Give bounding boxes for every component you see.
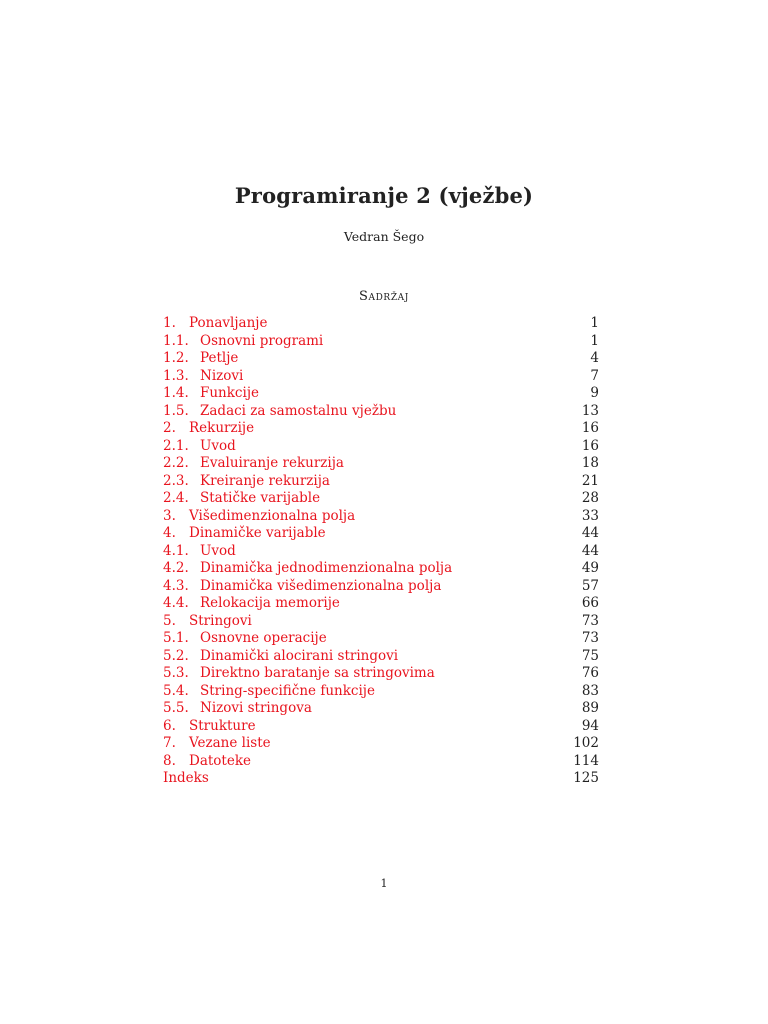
toc-entry-number: 2. [163, 420, 176, 436]
toc-entry[interactable] [163, 420, 599, 438]
toc-entry-label[interactable]: Evaluiranje rekurzija [200, 455, 344, 471]
toc-entry-label[interactable]: Nizovi [200, 367, 244, 384]
toc-entry-page: 83 [581, 682, 599, 699]
toc-entry-title[interactable] [163, 543, 236, 561]
toc-entry-number: 1.4. [163, 385, 189, 401]
toc-entry-title[interactable] [163, 560, 452, 578]
toc-entry-title[interactable] [163, 770, 209, 788]
toc-entry-title[interactable] [163, 525, 326, 543]
toc-entry-page: 73 [581, 630, 599, 646]
toc-entry-title[interactable] [163, 700, 312, 718]
toc-entry-title[interactable] [163, 455, 344, 473]
page-number: 1 [380, 877, 388, 890]
toc-entry-page: 33 [581, 507, 599, 524]
toc-entry-page: 73 [581, 612, 599, 629]
toc-entry-label[interactable]: Uvod [200, 542, 236, 559]
toc-entry-label[interactable]: Strukture [189, 717, 256, 734]
toc-entry-title[interactable] [163, 350, 238, 368]
toc-entry[interactable] [163, 648, 599, 666]
toc-entry-label[interactable]: Vezane liste [189, 735, 271, 751]
toc-entry-page: 89 [581, 700, 599, 716]
toc-entry-number: 5.2. [163, 647, 189, 664]
toc-entry-label[interactable]: Direktno baratanje sa stringovima [200, 665, 435, 681]
toc-entry-number: 5.5. [163, 700, 189, 716]
toc-entry[interactable] [163, 665, 599, 683]
toc-entry-label[interactable]: Dinamička višedimenzionalna polja [200, 577, 442, 594]
toc-entry-title[interactable] [163, 368, 243, 386]
toc-entry-label[interactable]: Višedimenzionalna polja [189, 507, 356, 524]
toc-entry-title[interactable] [163, 648, 398, 666]
toc-entry-number: 5.3. [163, 665, 189, 681]
toc-entry[interactable] [163, 735, 599, 753]
toc-entry[interactable] [163, 438, 599, 456]
toc-entry-title[interactable] [163, 333, 323, 351]
toc-entry-label[interactable]: Datoteke [189, 752, 252, 769]
toc-entry-title[interactable] [163, 420, 254, 438]
toc-entry-number: 2.4. [163, 490, 189, 506]
toc-entry[interactable] [163, 770, 599, 788]
toc-entry-label[interactable]: Indeks [163, 770, 209, 786]
toc-entry-title[interactable] [163, 438, 236, 456]
toc-entry-number: 1.5. [163, 402, 189, 419]
toc-entry[interactable] [163, 560, 599, 578]
toc-entry[interactable] [163, 543, 599, 561]
toc-entry[interactable] [163, 315, 599, 333]
toc-entry-label[interactable]: String-specifične funkcije [200, 682, 375, 699]
toc-entry-title[interactable] [163, 508, 355, 526]
toc-entry-page: 102 [573, 735, 599, 751]
toc-entry-page: 4 [590, 350, 599, 366]
toc-entry-number: 2.3. [163, 472, 189, 489]
toc-entry-label[interactable]: Dinamička jednodimenzionalna polja [200, 560, 453, 576]
toc-entry-number: 4. [163, 525, 176, 541]
toc-entry-page: 28 [581, 490, 599, 506]
toc-entry-page: 1 [590, 332, 599, 349]
toc-entry-page: 44 [581, 525, 599, 541]
toc-entry-page: 66 [581, 595, 599, 611]
toc-entry-number: 4.1. [163, 542, 189, 559]
toc-entry-title[interactable] [163, 613, 252, 631]
toc-entry-label[interactable]: Osnovne operacije [200, 630, 327, 646]
toc-entry-title[interactable] [163, 385, 259, 403]
toc-entry-title[interactable] [163, 578, 441, 596]
toc-entry-page: 114 [573, 752, 599, 769]
toc-entry-page: 16 [581, 420, 599, 436]
toc-entry[interactable] [163, 368, 599, 386]
toc-entry[interactable] [163, 578, 599, 596]
toc-entry-number: 5. [163, 612, 176, 629]
toc-entry[interactable] [163, 683, 599, 701]
toc-entry-page: 9 [590, 385, 599, 401]
toc-entry-number: 5.4. [163, 682, 189, 699]
toc-entry-page: 16 [581, 437, 599, 454]
toc-entry[interactable] [163, 753, 599, 771]
toc-entry[interactable] [163, 385, 599, 403]
toc-heading: Sadržaj [359, 289, 409, 304]
toc-entry-page: 49 [581, 560, 599, 576]
toc-entry[interactable] [163, 455, 599, 473]
toc-entry-number: 6. [163, 717, 176, 734]
toc-entry-number: 4.4. [163, 595, 189, 611]
toc-entry-label[interactable]: Rekurzije [189, 420, 255, 436]
toc-entry-page: 44 [581, 542, 599, 559]
toc-entry-title[interactable] [163, 473, 330, 491]
toc-entry-page: 13 [581, 402, 599, 419]
toc-entry-page: 7 [590, 367, 599, 384]
toc-entry-number: 2.2. [163, 455, 189, 471]
toc-entry-page: 1 [590, 315, 599, 331]
toc-entry-number: 2.1. [163, 437, 189, 454]
toc-entry[interactable] [163, 630, 599, 648]
toc-entry-number: 4.3. [163, 577, 189, 594]
toc-entry[interactable] [163, 350, 599, 368]
toc-entry-title[interactable] [163, 683, 375, 701]
toc-entry-page: 21 [581, 472, 599, 489]
toc-entry-title[interactable] [163, 595, 340, 613]
toc-entry-title[interactable] [163, 753, 251, 771]
toc-entry-number: 4.2. [163, 560, 189, 576]
table-of-contents [163, 315, 599, 788]
toc-entry-label[interactable]: Relokacija memorije [200, 595, 340, 611]
toc-entry-title[interactable] [163, 665, 435, 683]
toc-entry-number: 1.2. [163, 350, 189, 366]
toc-entry-page: 18 [581, 455, 599, 471]
toc-entry-number: 7. [163, 735, 176, 751]
toc-entry[interactable] [163, 613, 599, 631]
toc-entry[interactable] [163, 333, 599, 351]
toc-entry-label[interactable]: Statičke varijable [200, 490, 321, 506]
toc-entry-title[interactable] [163, 403, 396, 421]
toc-entry-number: 5.1. [163, 630, 189, 646]
toc-entry-label[interactable]: Petlje [200, 350, 239, 366]
toc-entry-label[interactable]: Dinamički alocirani stringovi [200, 647, 399, 664]
toc-entry-title[interactable] [163, 315, 267, 333]
document-title: Programiranje 2 (vježbe) [234, 183, 534, 208]
toc-entry[interactable] [163, 508, 599, 526]
toc-entry-title[interactable] [163, 630, 327, 648]
toc-entry-label[interactable]: Zadaci za samostalnu vježbu [200, 402, 397, 419]
toc-entry[interactable] [163, 473, 599, 491]
toc-entry-page: 125 [573, 770, 599, 786]
toc-entry-label[interactable]: Funkcije [200, 385, 259, 401]
toc-entry[interactable] [163, 525, 599, 543]
toc-entry-number: 3. [163, 507, 176, 524]
toc-entry-page: 94 [581, 717, 599, 734]
toc-entry-label[interactable]: Uvod [200, 437, 236, 454]
toc-entry-title[interactable] [163, 735, 271, 753]
toc-entry-page: 76 [581, 665, 599, 681]
toc-entry[interactable] [163, 595, 599, 613]
toc-entry-number: 1.3. [163, 367, 189, 384]
toc-entry-label[interactable]: Kreiranje rekurzija [200, 472, 330, 489]
toc-entry-number: 1. [163, 315, 176, 331]
toc-entry-label[interactable]: Ponavljanje [189, 315, 268, 331]
toc-entry-label[interactable]: Dinamičke varijable [189, 525, 326, 541]
toc-entry-label[interactable]: Nizovi stringova [200, 700, 312, 716]
toc-entry-label[interactable]: Stringovi [189, 612, 252, 629]
toc-entry-page: 75 [581, 647, 599, 664]
toc-entry[interactable] [163, 718, 599, 736]
toc-entry[interactable] [163, 490, 599, 508]
toc-entry[interactable] [163, 700, 599, 718]
toc-entry[interactable] [163, 403, 599, 421]
toc-entry-number: 8. [163, 752, 176, 769]
toc-entry-title[interactable] [163, 490, 320, 508]
toc-entry-number: 1.1. [163, 332, 189, 349]
toc-entry-label[interactable]: Osnovni programi [200, 332, 324, 349]
toc-entry-title[interactable] [163, 718, 256, 736]
toc-entry-page: 57 [581, 577, 599, 594]
author-name: Vedran Šego [343, 229, 425, 244]
